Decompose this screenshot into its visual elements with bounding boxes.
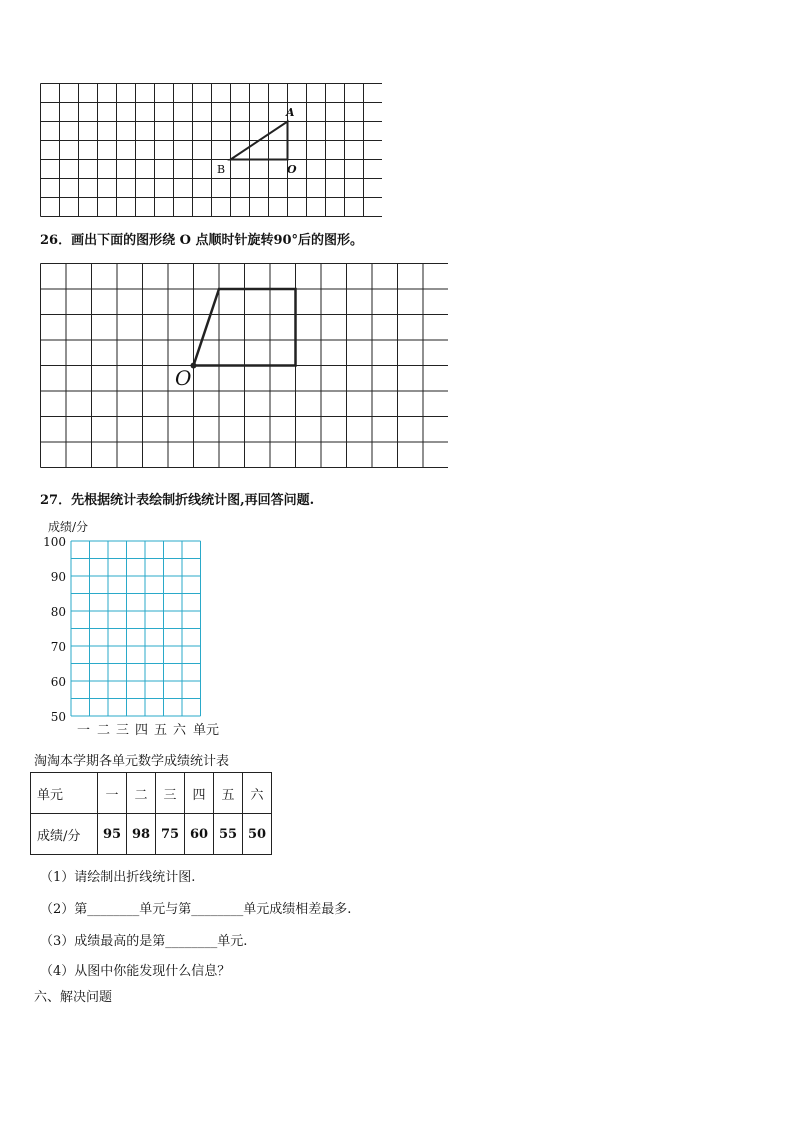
sub-question-3: （3）成绩最高的是第________单元. — [40, 934, 248, 949]
y-tick-60: 60 — [50, 675, 66, 689]
question-26-title: 26．画出下面的图形绕 O 点顺时针旋转90°后的图形。 — [40, 233, 364, 248]
x-tick-3: 三 — [116, 723, 130, 738]
y-tick-50: 50 — [50, 710, 66, 724]
y-tick-100: 100 — [43, 535, 66, 549]
triangle-grid — [40, 83, 382, 217]
table-header-cell: 四 — [185, 773, 214, 814]
section-6-heading: 六、解决问题 — [34, 990, 113, 1005]
table-row — [31, 814, 272, 855]
table-cell: 98 — [127, 814, 156, 855]
chart-y-axis-label: 成绩/分 — [48, 520, 89, 534]
x-tick-4: 四 — [135, 723, 149, 738]
question-27-title: 27．先根据统计表绘制折线统计图,再回答问题. — [40, 493, 315, 508]
triangle-grid-svg — [40, 83, 382, 217]
point-o-label-26: O — [175, 366, 192, 390]
point-a-label: A — [286, 106, 295, 119]
table-row — [31, 773, 272, 814]
table-header-cell: 单元 — [31, 773, 98, 814]
y-tick-70: 70 — [50, 640, 66, 654]
table-header-cell: 三 — [156, 773, 185, 814]
line-chart-area — [70, 540, 202, 722]
line-chart-grid — [70, 540, 202, 718]
y-tick-80: 80 — [50, 605, 66, 619]
sub-question-1: （1）请绘制出折线统计图. — [40, 870, 196, 885]
x-tick-2: 二 — [97, 723, 111, 738]
sub-question-4: （4）从图中你能发现什么信息？ — [40, 964, 231, 979]
point-b-label: B — [217, 163, 226, 176]
table-cell: 75 — [156, 814, 185, 855]
table-header-cell: 一 — [98, 773, 127, 814]
table-header-cell: 二 — [127, 773, 156, 814]
table-cell: 50 — [243, 814, 272, 855]
table-cell: 55 — [214, 814, 243, 855]
table-caption: 淘淘本学期各单元数学成绩统计表 — [34, 754, 230, 769]
table-header-cell: 五 — [214, 773, 243, 814]
y-tick-90: 90 — [50, 570, 66, 584]
table-cell: 60 — [185, 814, 214, 855]
rotation-grid-svg — [40, 263, 448, 471]
x-tick-6: 六 — [173, 723, 187, 738]
point-o-label: O — [287, 163, 297, 176]
sub-question-2: （2）第________单元与第________单元成绩相差最多. — [40, 902, 352, 917]
table-cell: 成绩/分 — [31, 814, 98, 855]
table-header-cell: 六 — [243, 773, 272, 814]
x-tick-1: 一 — [77, 723, 91, 738]
rotation-grid — [40, 263, 448, 471]
x-axis-label: 单元 — [193, 723, 220, 738]
score-table — [30, 772, 272, 855]
table-cell: 95 — [98, 814, 127, 855]
x-tick-5: 五 — [154, 723, 168, 738]
